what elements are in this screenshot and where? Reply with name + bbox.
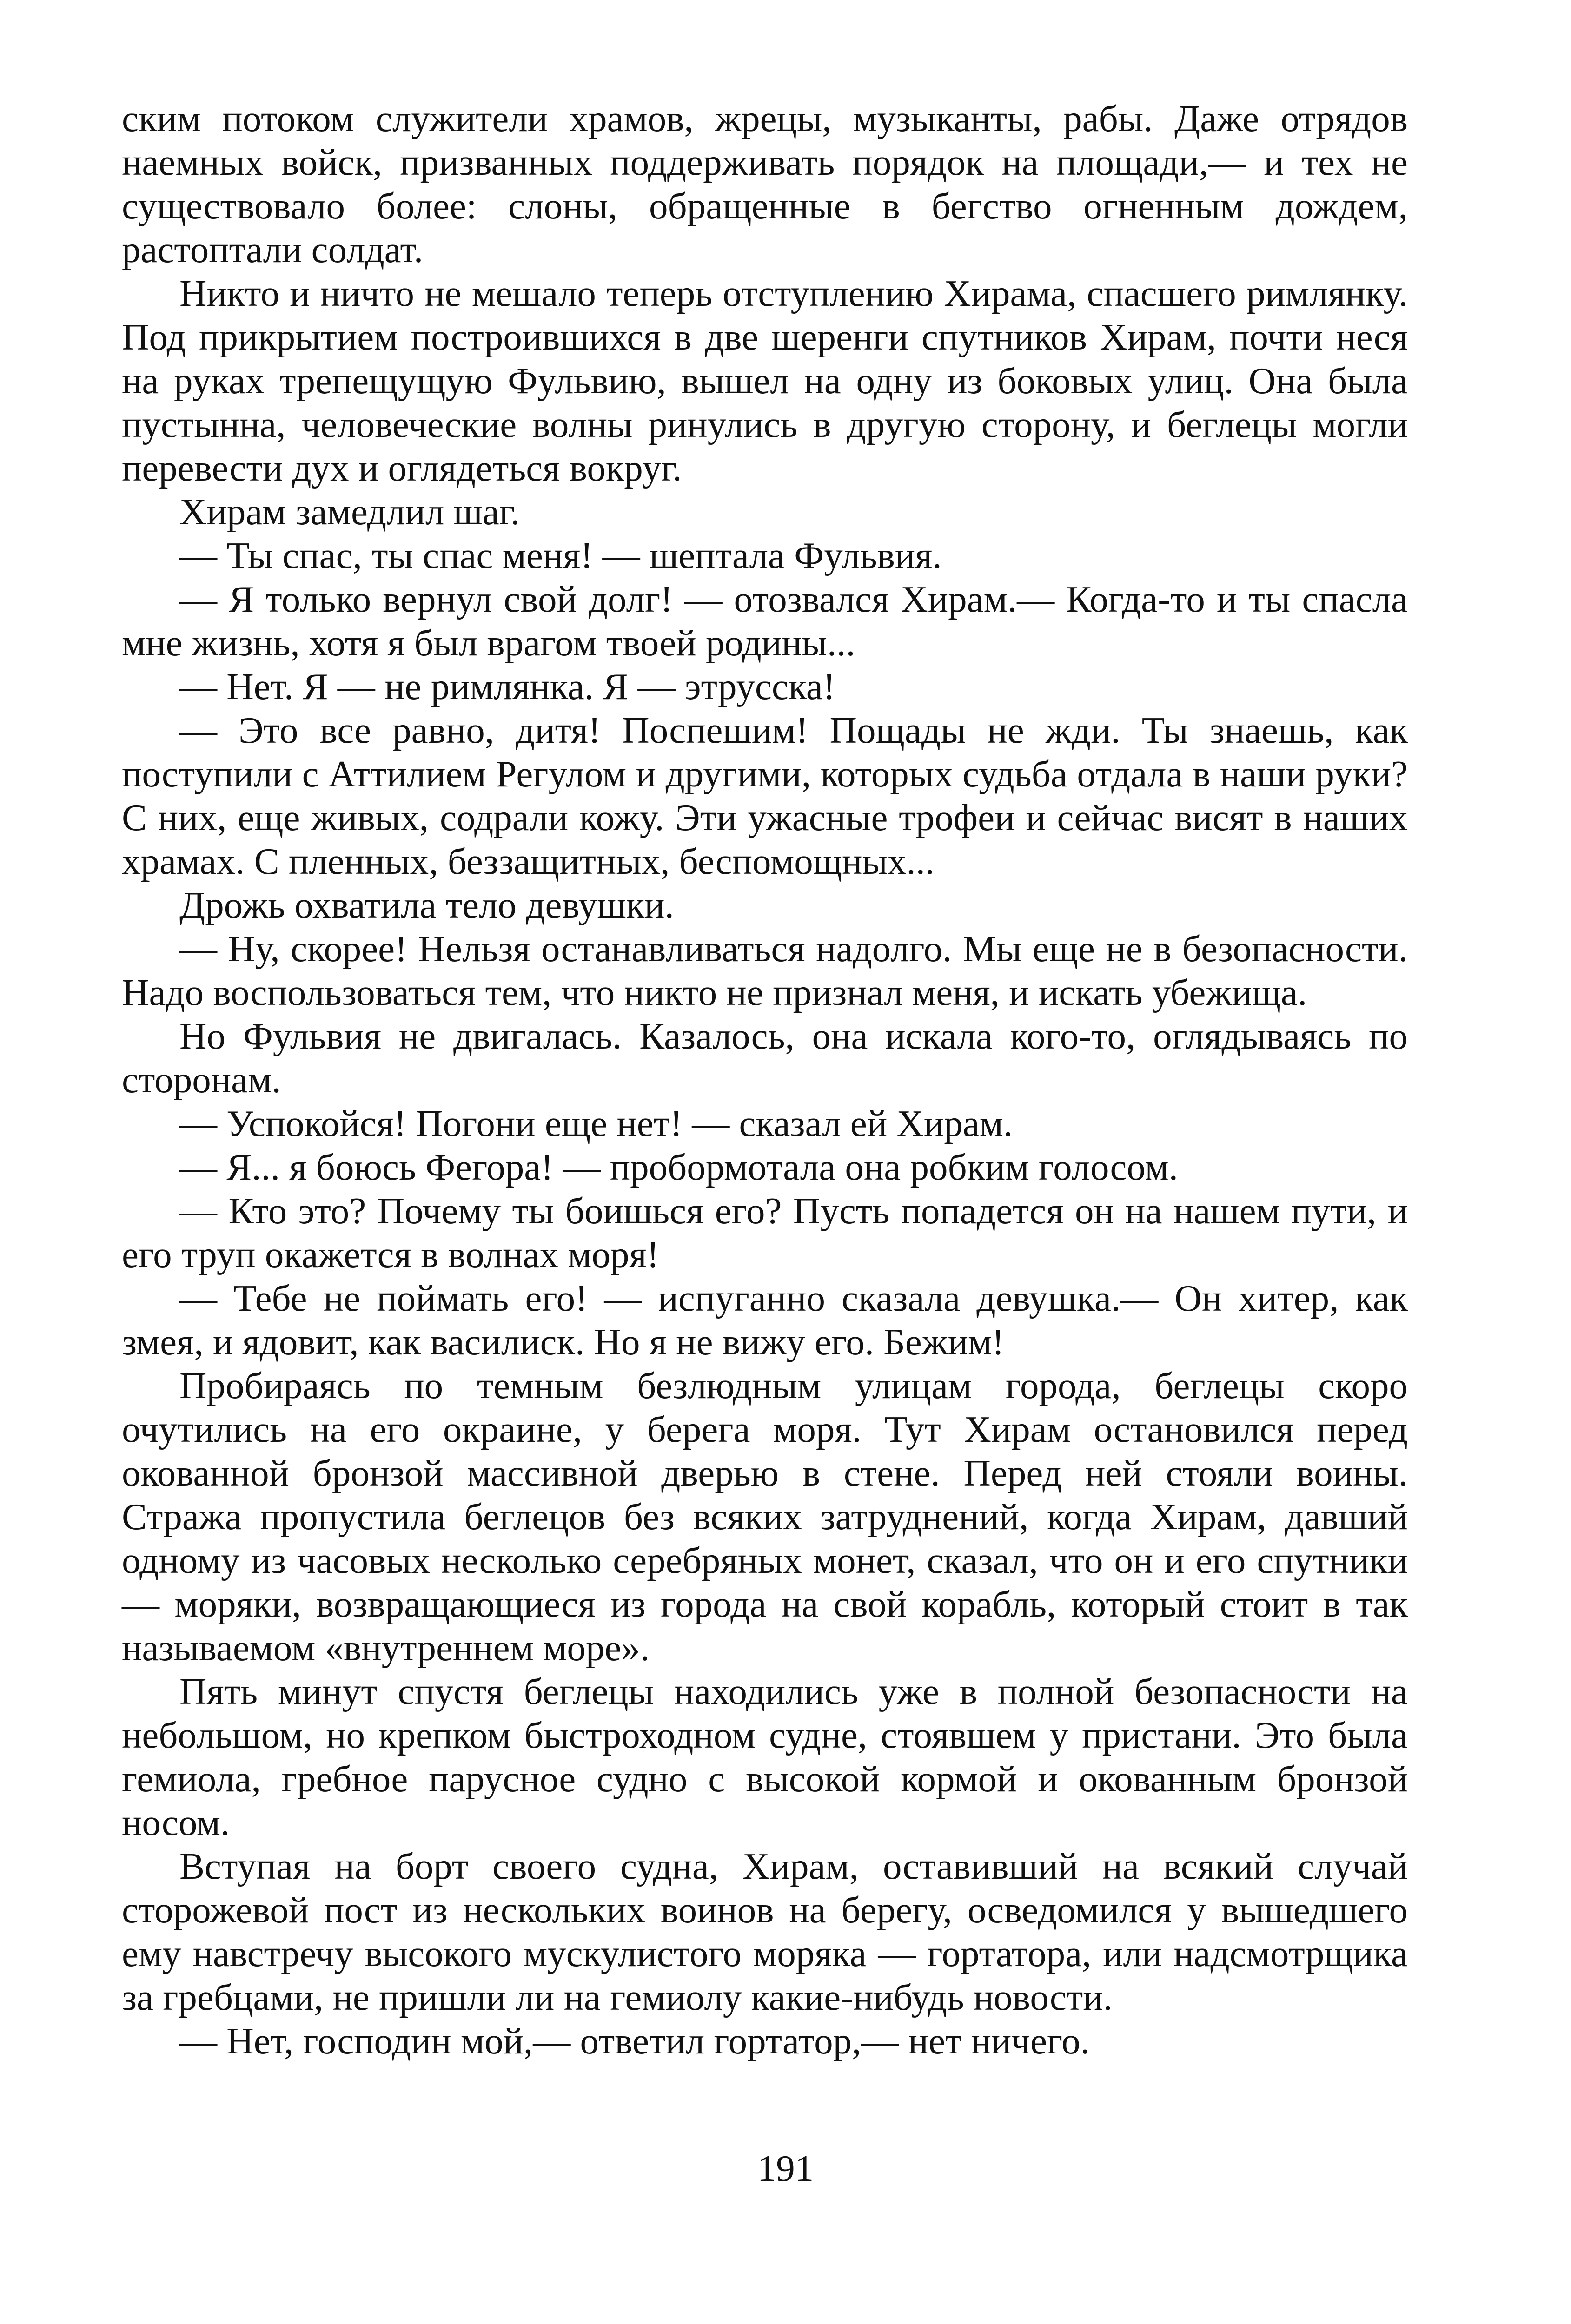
dialogue-line: — Это все равно, дитя! Поспешим! Пощады не жди. Ты знаешь, как поступили с Аттилием Регулом и другими, которых судьба отдала в наши руки? С них, еще живых, содрали кожу. Эти ужасные трофеи и сейчас висят в наших храмах. С пленных, беззащитных, беспомощных... [122, 709, 1408, 882]
body-text [122, 97, 1408, 2063]
paragraph: Дрожь охватила тело девушки. [179, 884, 674, 926]
paragraph: Но Фульвия не двигалась. Казалось, она искала кого-то, оглядываясь по сторонам. [122, 1015, 1408, 1101]
paragraph: Хирам замедлил шаг. [179, 491, 520, 533]
paragraph: Никто и ничто не мешало теперь отступлению Хирама, спасшего римлянку. Под прикрытием построившихся в две шеренги спутников Хирам, почти неся на руках трепещущую Фульвию, вышел на одну из боковых улиц. Она была пустынна, человеческие волны ринулись в другую сторону, и беглецы могли перевести дух и оглядеться вокруг. [122, 272, 1408, 489]
dialogue-line: — Тебе не поймать его! — испуганно сказала девушка.— Он хитер, как змея, и ядовит, как василиск. Но я не вижу его. Бежим! [122, 1277, 1408, 1363]
dialogue-line: — Кто это? Почему ты боишься его? Пусть попадется он на нашем пути, и его труп окажется в волнах моря! [122, 1190, 1408, 1275]
paragraph: Пять минут спустя беглецы находились уже в полной безопасности на небольшом, но крепком быстроходном судне, стоявшем у пристани. Это была гемиола, гребное парусное судно с высокой кормой и окованным бронзой носом. [122, 1670, 1408, 1843]
dialogue-line: — Успокойся! Погони еще нет! — сказал ей Хирам. [179, 1103, 1013, 1144]
dialogue-line: — Я... я боюсь Фегора! — пробормотала она робким голосом. [179, 1146, 1178, 1188]
dialogue-line: — Нет. Я — не римлянка. Я — этрусска! [179, 666, 835, 707]
dialogue-line: — Я только вернул свой долг! — отозвался Хирам.— Когда-то и ты спасла мне жизнь, хотя я был врагом твоей родины... [122, 578, 1408, 664]
dialogue-line: — Ты спас, ты спас меня! — шептала Фульвия. [179, 535, 942, 576]
dialogue-line: — Нет, господин мой,— ответил гортатор,— нет ничего. [179, 2020, 1090, 2062]
paragraph: Вступая на борт своего судна, Хирам, оставивший на всякий случай сторожевой пост из нескольких воинов на берегу, осведомился у вышедшего ему навстречу высокого мускулистого моряка — гортатора, или надсмотрщика за гребцами, не пришли ли на гемиолу какие-нибудь новости. [122, 1845, 1408, 2018]
dialogue-line: — Ну, скорее! Нельзя останавливаться надолго. Мы еще не в безопасности. Надо воспользоваться тем, что никто не признал меня, и искать убежища. [122, 928, 1408, 1013]
paragraph: ским потоком служители храмов, жрецы, музыканты, рабы. Даже отрядов наемных войск, призванных поддерживать порядок на площади,— и тех не существовало более: слоны, обращенные в бегство огненным дождем, растоптали солдат. [122, 98, 1408, 271]
page-number: 191 [757, 2147, 814, 2189]
paragraph: Пробираясь по темным безлюдным улицам города, беглецы скоро очутились на его окраине, у берега моря. Тут Хирам остановился перед окованной бронзой массивной дверью в стене. Перед ней стояли воины. Стража пропустила беглецов без всяких затруднений, когда Хирам, давший одному из часовых несколько серебряных монет, сказал, что он и его спутники — моряки, возвращающиеся из города на свой корабль, который стоит в так называемом «внутреннем море». [122, 1365, 1408, 1669]
